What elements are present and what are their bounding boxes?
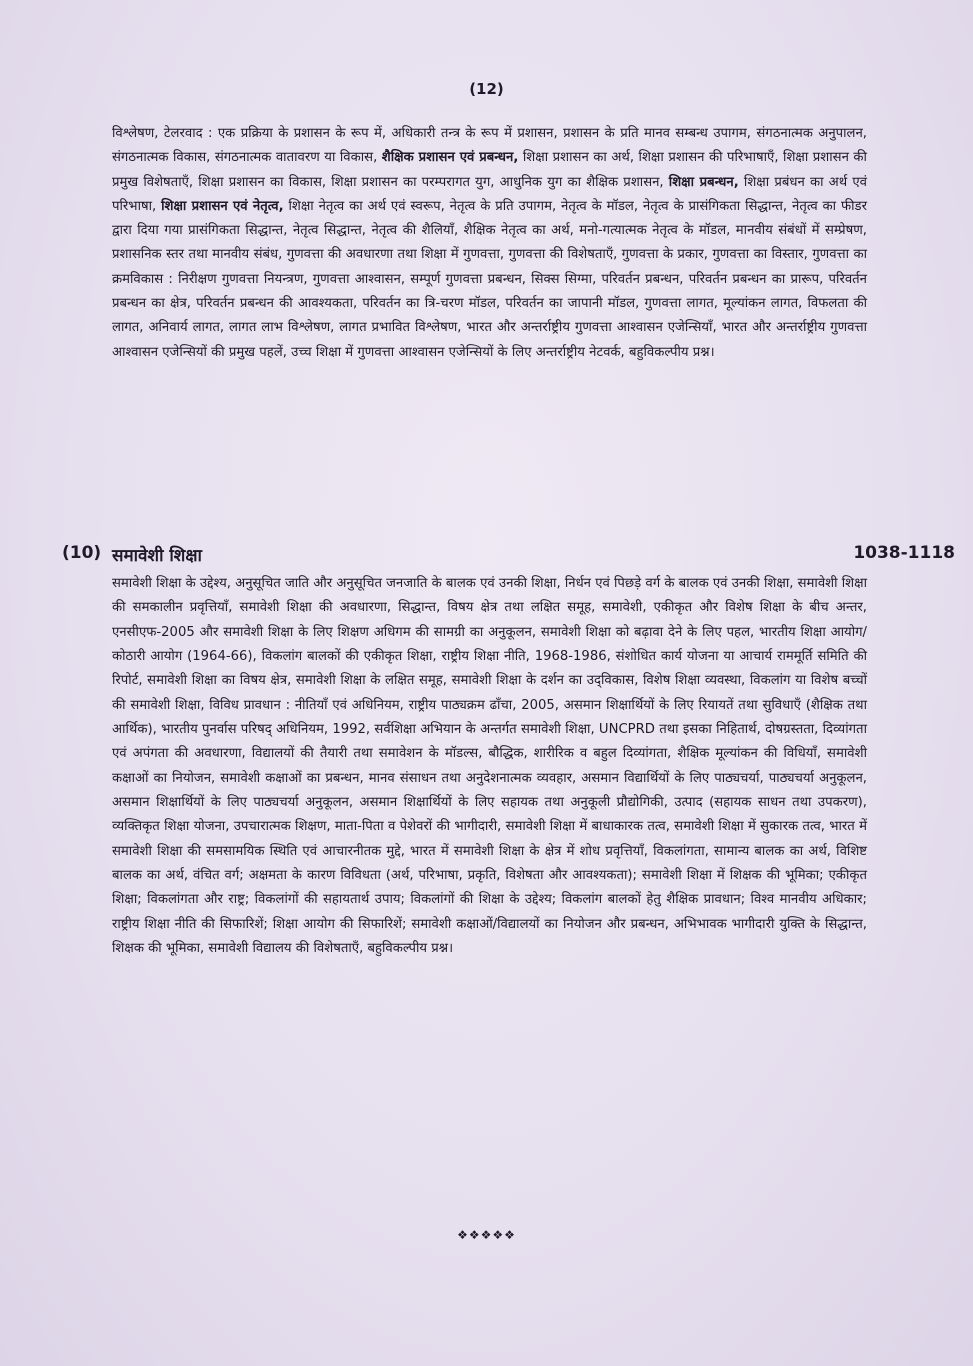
section-9-bold-1: शैक्षिक प्रशासन एवं प्रबन्धन, bbox=[381, 150, 519, 166]
page-range: 1038-1118 bbox=[853, 543, 955, 563]
section-9-bold-3: शिक्षा प्रशासन एवं नेतृत्व, bbox=[161, 198, 284, 214]
section-9-content bbox=[112, 122, 867, 365]
section-10-content: समावेशी शिक्षा के उद्देश्य, अनुसूचित जाति और अनुसूचित जनजाति के बालक एवं उनकी शिक्षा, निर्धन एवं पिछड़े वर्ग के बालक एवं उनकी शिक्षा, समावेशी शिक्षा की समकालीन प्रवृत्तियाँ, समावेशी शिक्षा की अवधारणा, सिद्धान्त, विषय क्षेत्र तथा लक्षित समूह, समावेशी, एकीकृत और विशेष शिक्षा के बीच अन्तर, एनसीएफ-2005 और समावेशी शिक्षा के लिए शिक्षण अधिगम की सामग्री का अनुकूलन, समावेशी शिक्षा को बढ़ावा देने के लिए पहल, भारतीय शिक्षा आयोग/कोठारी आयोग (1964-66), विकलांग बालकों की एकीकृत शिक्षा, राष्ट्रीय शिक्षा नीति, 1968-1986, संशोधित कार्य योजना या आचार्य राममूर्ति समिति की रिपोर्ट, समावेशी शिक्षा का विषय क्षेत्र, समावेशी शिक्षा के लक्षित समूह, समावेशी शिक्षा के दर्शन का उद्‌विकास, विशेष शिक्षा व्यवस्था, विकलांग या विशेष बच्चों की समावेशी शिक्षा, विविध प्रावधान : नीतियाँ एवं अधिनियम, राष्ट्रीय पाठ्यक्रम ढाँचा, 2005, असमान शिक्षार्थियों के लिए रियायतें तथा सुविधाएँ (शैक्षिक तथा आर्थिक), भारतीय पुनर्वास परिषद् अधिनियम, 1992, सर्वशिक्षा अभियान के अन्तर्गत समावेशी शिक्षा, UNCPRD तथा इसका निहितार्थ, दोषग्रस्तता, दिव्यांगता एवं अपंगता की अवधारणा, विद्यालयों की तैयारी तथा समावेशन के मॉडल्स, बौद्धिक, शारीरिक व बहुल दिव्यांगता, शैक्षिक मूल्यांकन की विधियाँ, समावेशी कक्षाओं का नियोजन, समावेशी कक्षाओं का प्रबन्धन, मानव संसाधन तथा अनुदेशनात्मक व्यवहार, असमान विद्यार्थियों के लिए पाठ्यचर्या, पाठ्यचर्या अनुकूलन, असमान शिक्षार्थियों के लिए पाठ्यचर्या अनुकूलन, असमान शिक्षार्थियों के लिए सहायक तथा अनुकूली प्रौद्योगिकी, उत्पाद (सहायक साधन तथा उपकरण), व्यक्तिकृत शिक्षा योजना, उपचारात्मक शिक्षण, माता-पिता व पेशेवरों की भागीदारी, समावेशी शिक्षा में बाधाकारक तत्व, समावेशी शिक्षा में सुकारक तत्व, भारत में समावेशी शिक्षा की समसामयिक स्थिति एवं आचारनीतक मुद्दे, भारत में समावेशी शिक्षा के क्षेत्र में शोध प्रवृत्तियाँ, विकलांगता, सामान्य बालक का अर्थ, विशिष्ट बालक का अर्थ, वंचित वर्ग; अक्षमता के कारण विविधता (अर्थ, परिभाषा, प्रकृति, विशेषता और आवश्यकता); समावेशी शिक्षा में शिक्षक की भूमिका; एकीकृत शिक्षा; विकलांगता और राष्ट्र; विकलांगों की सहायतार्थ उपाय; विकलांगों की शिक्षा के उद्देश्य; विकलांग बालकों हेतु शैक्षिक प्रावधान; विश्व मानवीय अधिकार; राष्ट्रीय शिक्षा नीति की सिफारिशें; शिक्षा आयोग की सिफारिशें; समावेशी कक्षाओं/विद्यालयों का नियोजन और प्रबन्धन, अभिभावक भागीदारी युक्ति के सिद्धान्त, शिक्षक की भूमिका, समावेशी विद्यालय की विशेषताएँ, बहुविकल्पीय प्रश्न। bbox=[112, 576, 867, 957]
end-ornament: ❖❖❖❖❖ bbox=[457, 1228, 516, 1242]
section-9-text-3: शिक्षा प्रबंधन का अर्थ एवं परिभाषा, bbox=[112, 174, 867, 214]
section-9-text-4: शिक्षा नेतृत्व का अर्थ एवं स्वरूप, नेतृत्व के प्रति उपागम, नेतृत्व के मॉडल, नेतृत्व के प्रासंगिकता सिद्धान्त, नेतृत्व का फीडर द्वारा दिया गया प्रासंगिकता सिद्धान्त, नेतृत्व सिद्धान्त, नेतृत्व की शैलियाँ, शैक्षिक नेतृत्व का अर्थ, मनो-गत्यात्मक नेतृत्व के मॉडल, मानवीय संबंधों में सम्प्रेषण, प्रशासनिक स्तर तथा मानवीय संबंध, गुणवत्ता की अवधारणा तथा शिक्षा में गुणवत्ता, गुणवत्ता की विशेषताएँ, गुणवत्ता के प्रकार, गुणवत्ता का विस्तार, गुणवत्ता का क्रमविकास : निरीक्षण गुणवत्ता नियन्त्रण, गुणवत्ता आश्वासन, सम्पूर्ण गुणवत्ता प्रबन्धन, सिक्स सिग्मा, परिवर्तन प्रबन्धन, परिवर्तन प्रबन्धन का प्रारूप, परिवर्तन प्रबन्धन का क्षेत्र, परिवर्तन प्रबन्धन की आवश्यकता, परिवर्तन का त्रि-चरण मॉडल, परिवर्तन का जापानी मॉडल, गुणवत्ता लागत, मूल्यांकन लागत, विफलता की लागत, अनिवार्य लागत, लागत लाभ विश्लेषण, लागत प्रभावित विश्लेषण, भारत और अन्तर्राष्ट्रीय गुणवत्ता आश्वासन एजेन्सियाँ, भारत और अन्तर्राष्ट्रीय गुणवत्ता आश्वासन एजेन्सियों की प्रमुख पहलें, उच्च शिक्षा में गुणवत्ता आश्वासन एजेन्सियों के लिए अन्तर्राष्ट्रीय नेटवर्क, बहुविकल्पीय प्रश्न। bbox=[112, 198, 867, 360]
section-9-text-1: विश्लेषण, टेलरवाद : एक प्रक्रिया के प्रशासन के रूप में, अधिकारी तन्त्र के रूप में प्रशासन, प्रशासन के प्रति मानव सम्बन्ध उपागम, संगठनात्मक अनुपालन, संगठनात्मक विकास, संगठनात्मक वातावरण या विकास, bbox=[112, 126, 867, 166]
section-10-heading bbox=[62, 543, 955, 569]
section-9-bold-2: शिक्षा प्रबन्धन, bbox=[668, 174, 739, 190]
section-9-text-2: शिक्षा प्रशासन का अर्थ, शिक्षा प्रशासन की परिभाषाएँ, शिक्षा प्रशासन की प्रमुख विशेषताएँ, शिक्षा प्रशासन का विकास, शिक्षा प्रशासन का परम्परागत युग, आधुनिक युग का शैक्षिक प्रशासन, bbox=[112, 150, 867, 190]
page-number: (12) bbox=[469, 80, 504, 98]
section-number: (10) bbox=[62, 543, 102, 563]
section-title: समावेशी शिक्षा bbox=[112, 546, 202, 566]
